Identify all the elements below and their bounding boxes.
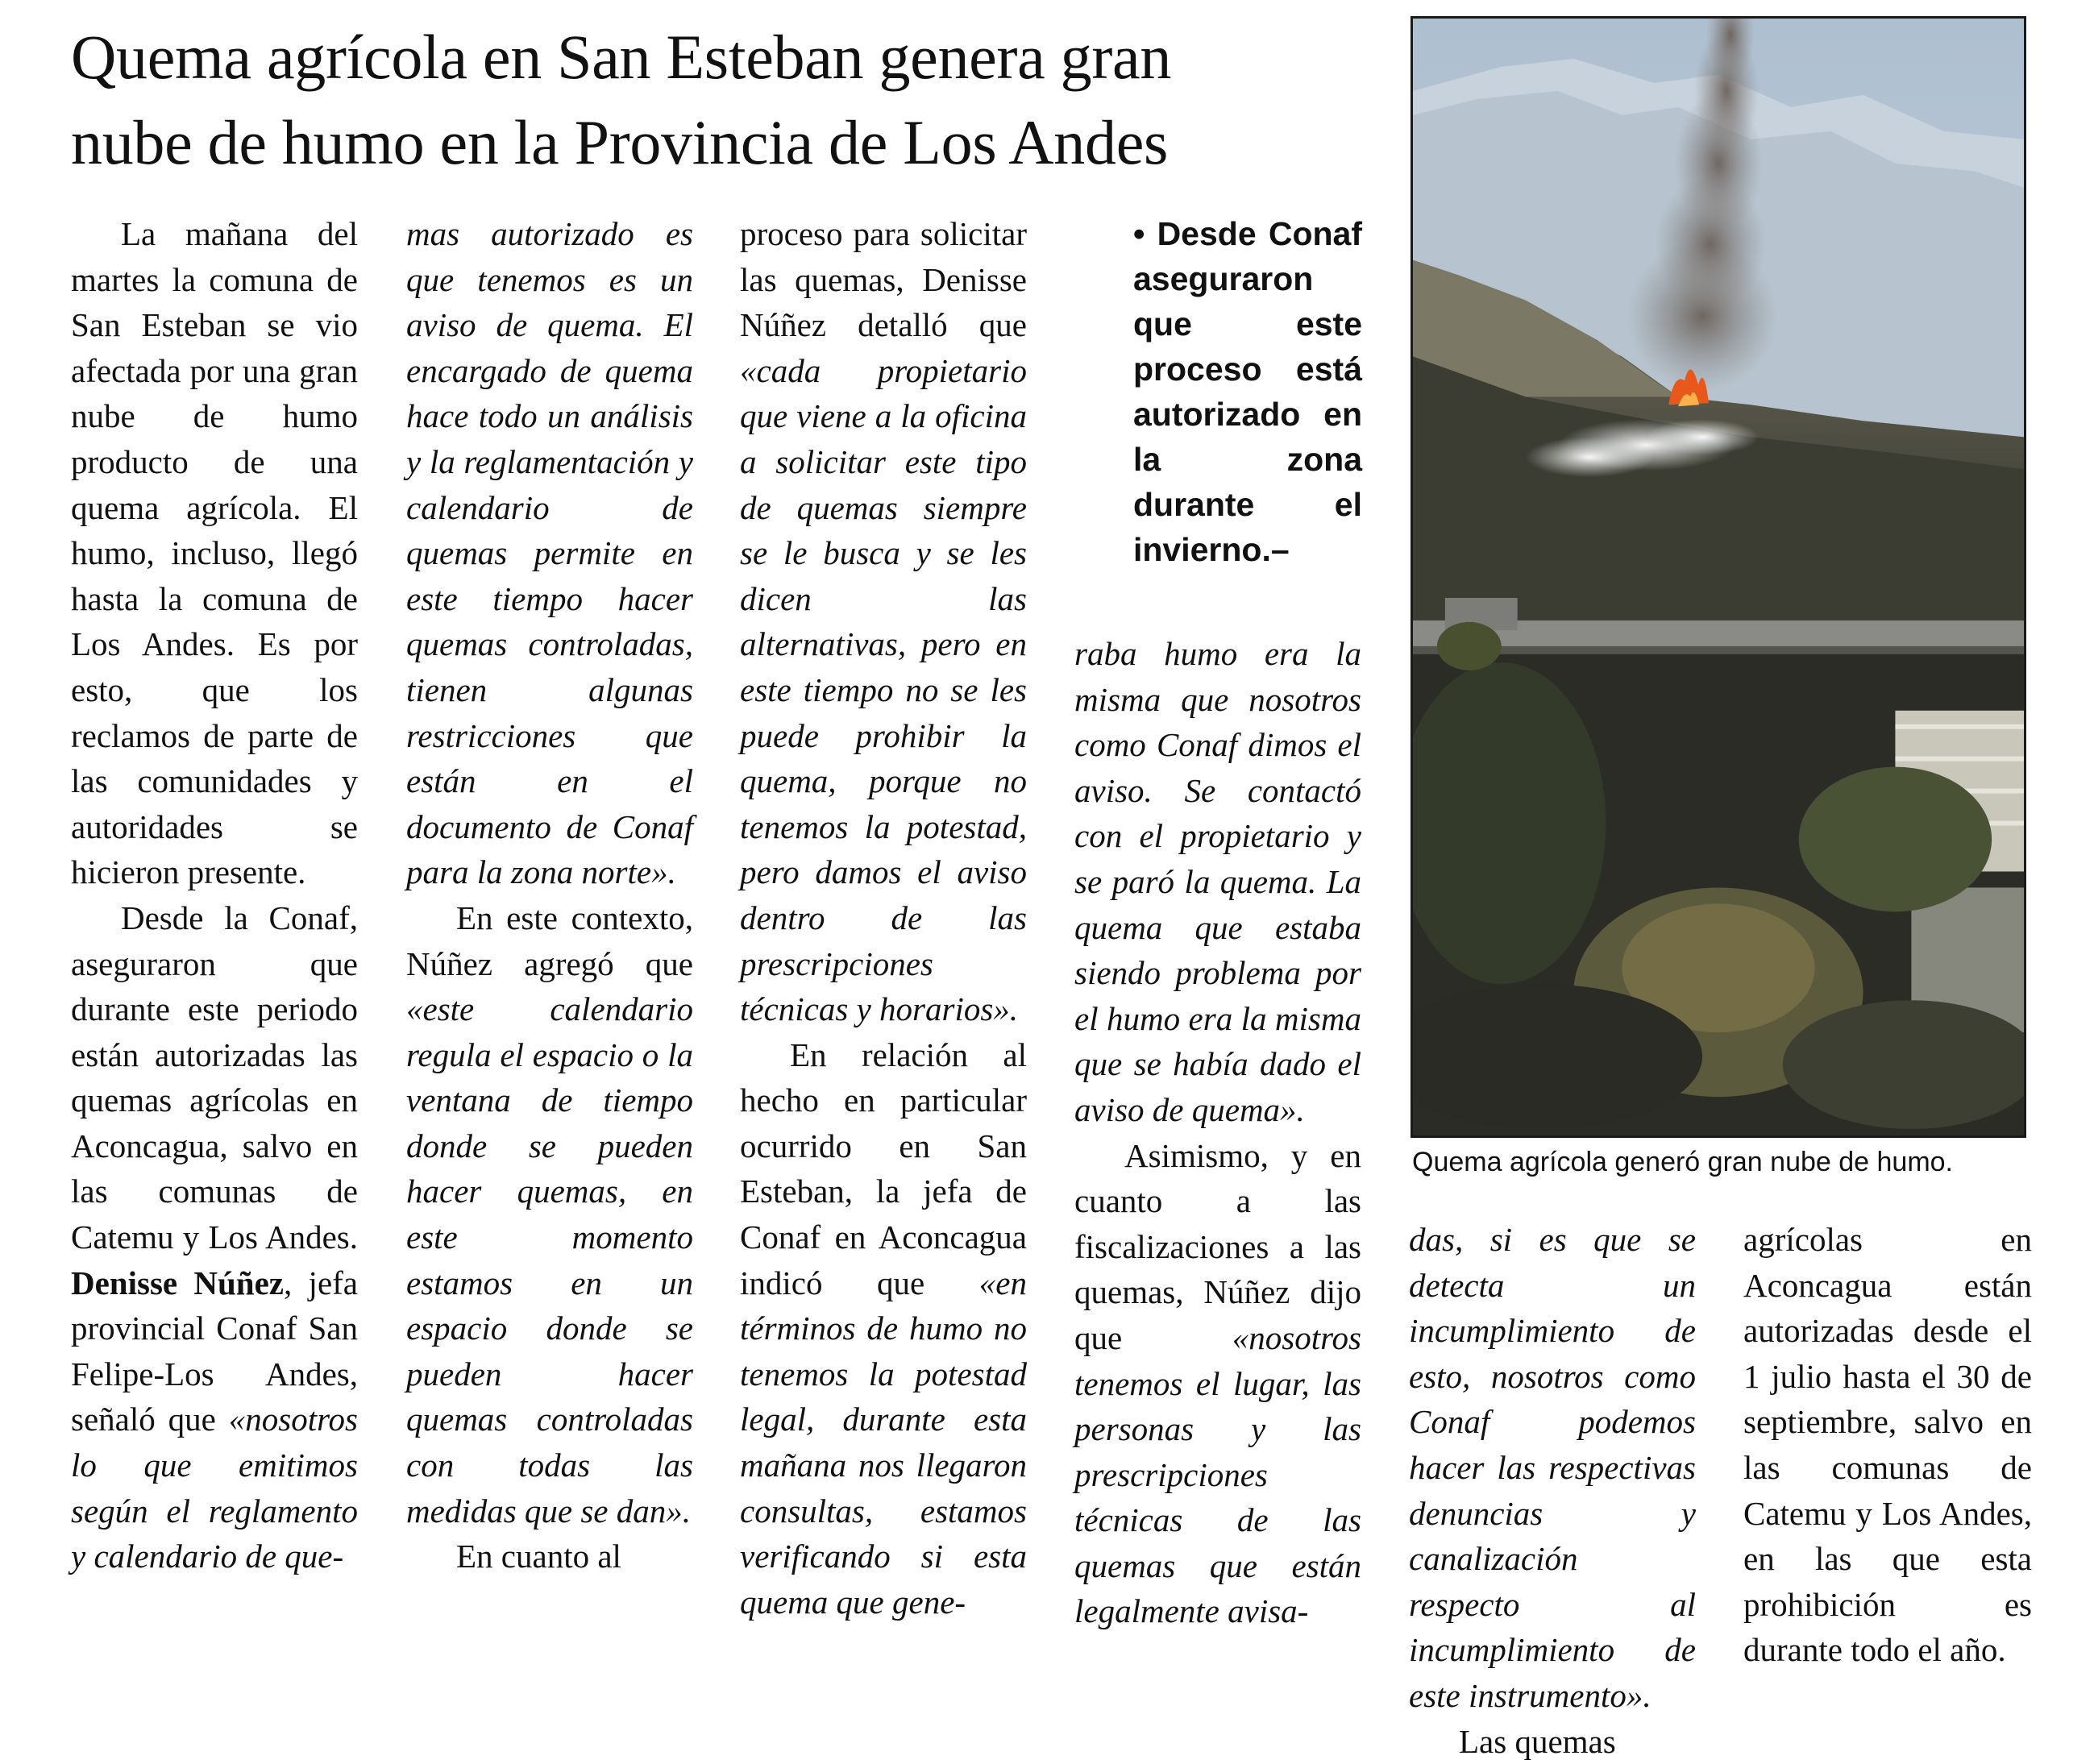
paragraph [740, 1032, 1027, 1625]
paragraph [1074, 631, 1361, 1133]
article-column-6 [1743, 1217, 2032, 1673]
person-name: Denisse Núñez [71, 1264, 285, 1301]
photo-caption: Quema agrícola generó gran nube de humo. [1412, 1147, 1954, 1177]
headline-line-2: nube de humo en la Provincia de Los Andes [71, 107, 1169, 177]
paragraph [1409, 1719, 1696, 1764]
paragraph-text: Desde la Conaf, aseguraron que durante este periodo están autorizadas las quemas agrícolas en Aconcagua, salvo en las comunas de Catemu y Los Andes. [71, 899, 358, 1256]
article-column-5 [1409, 1217, 1696, 1764]
paragraph [71, 895, 358, 1579]
quote-text: «nosotros lo que emitimos según el reglamento y calendario de que- [71, 1401, 358, 1575]
paragraph-text: En este contexto, Núñez agregó que [406, 899, 693, 982]
paragraph-text: En cuanto al [456, 1538, 621, 1575]
pull-quote-box [1133, 211, 1362, 572]
article-column-3 [740, 211, 1027, 1625]
headline-line-1: Quema agrícola en San Esteban genera gran [71, 22, 1172, 92]
quote-text: raba humo era la misma que nosotros como Conaf dimos el aviso. Se contactó con el propietario y se paró la quema. La quema que estaba siendo problema por el humo era la misma que se había dado el aviso de quema». [1074, 635, 1361, 1128]
paragraph [71, 211, 358, 895]
quote-text: «cada propietario que viene a la oficina a solicitar este tipo de quemas siempre se le busca y se les dicen las alternativas, pero en este tiempo no se les puede prohibir la quema, porque no tenemos la potestad, pero damos el aviso dentro de las prescripciones técnicas y horarios». [740, 351, 1027, 1028]
paragraph [1743, 1217, 2032, 1673]
paragraph-text: proceso para solicitar las quemas, Denisse Núñez detalló que [740, 215, 1027, 344]
paragraph [1409, 1217, 1696, 1719]
article-photo [1411, 16, 2026, 1138]
paragraph-text: agrícolas en Aconcagua están autorizadas desde el 1 julio hasta el 30 de septiembre, salvo en las comunas de Catemu y Los Andes, en las que esta prohibición es durante todo el año. [1743, 1221, 2032, 1669]
quote-text: «nosotros tenemos el lugar, las personas y las prescripciones técnicas de las quemas que están legalmente avisa- [1074, 1318, 1361, 1630]
paragraph-text: La mañana del martes la comuna de San Esteban se vio afectada por una gran nube de humo producto de una quema agrícola. El humo, incluso, llegó hasta la comuna de Los Andes. Es por esto, que los reclamos de parte de las comunidades y autoridades se hicieron presente. [71, 215, 358, 891]
paragraph [406, 895, 693, 1534]
paragraph [1074, 1133, 1361, 1635]
paragraph-text: Asimismo, y en cuanto a las fiscalizaciones a las quemas, Núñez dijo que [1074, 1136, 1361, 1356]
article-column-1 [71, 211, 358, 1579]
quote-text: «este calendario regula el espacio o la ventana de tiempo donde se pueden hacer quemas, en este momento estamos en un espacio donde se pueden hacer quemas controladas con todas las medidas que se dan». [406, 990, 693, 1529]
paragraph [406, 1534, 693, 1579]
paragraph-text: En relación al hecho en particular ocurrido en San Esteban, la jefa de Conaf en Aconcagua indicó que [740, 1036, 1027, 1301]
smoke-hillside-illustration [1413, 19, 2024, 1135]
pull-quote: • Desde Conaf aseguraron que este proceso está autorizado en la zona durante el invierno.– [1133, 215, 1362, 568]
article-column-2 [406, 211, 693, 1579]
paragraph-text: , jefa provincial Conaf San Felipe-Los Andes, señaló que [71, 1264, 358, 1438]
quote-text: das, si es que se detecta un incumplimiento de esto, nosotros como Conaf podemos hacer las respectivas denuncias y canalización respecto al incumplimiento de este instrumento». [1409, 1221, 1696, 1714]
quote-text: «en términos de humo no tenemos la potestad legal, durante esta mañana nos llegaron consultas, estamos verificando si esta quema que gene- [740, 1264, 1027, 1621]
headline [71, 15, 1393, 185]
paragraph-text: Las quemas [1459, 1722, 1616, 1760]
quote-text: mas autorizado es que tenemos es un aviso de quema. El encargado de quema hace todo un análisis y la reglamentación y calendario de quemas permite en este tiempo hacer quemas controladas, tienen algunas restricciones que están en el documento de Conaf para la zona norte». [406, 215, 693, 891]
paragraph [406, 211, 693, 895]
paragraph [740, 211, 1027, 1032]
article-column-4 [1074, 631, 1361, 1634]
